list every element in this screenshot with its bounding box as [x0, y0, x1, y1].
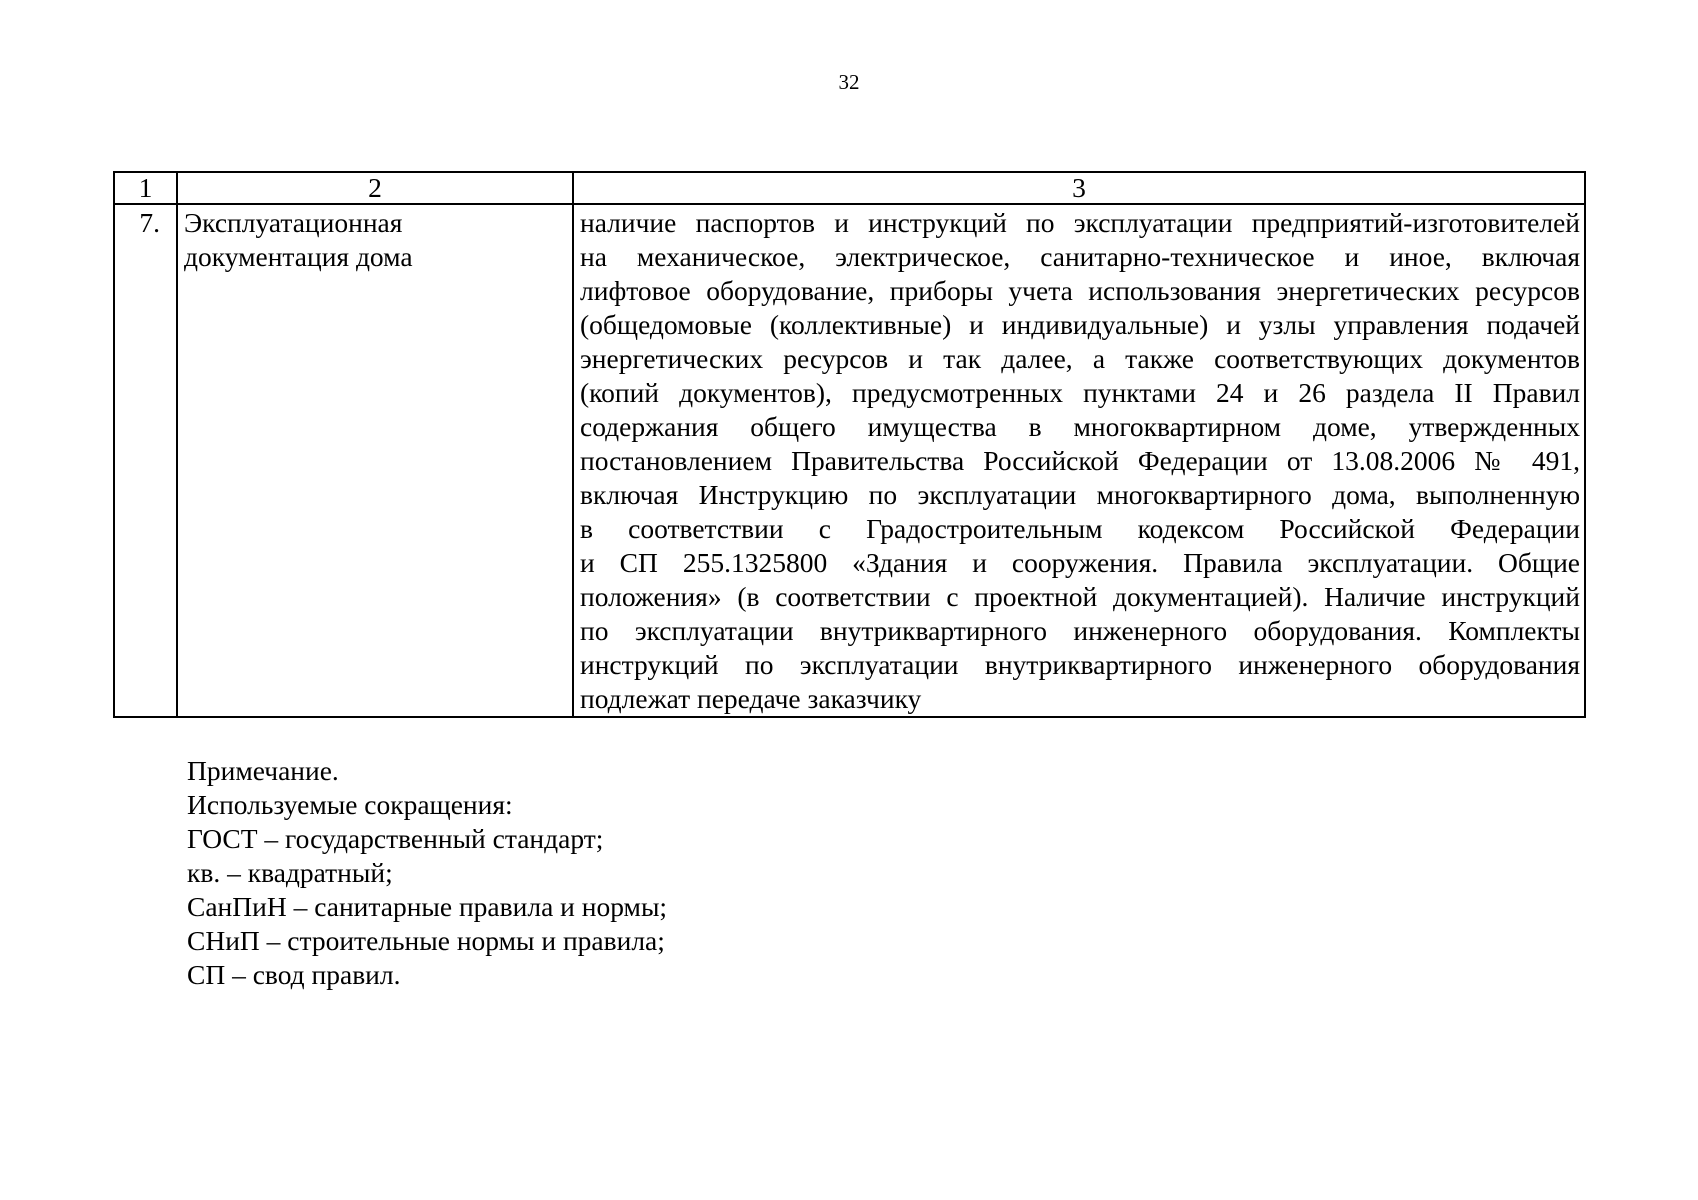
header-cell-2: 2	[177, 172, 573, 204]
description-line: (копий документов), предусмотренных пунктами 24 и 26 раздела II Правил	[580, 377, 1580, 408]
description-line: содержания общего имущества в многоквартирном доме, утвержденных	[580, 411, 1580, 442]
row-number: 7.	[114, 204, 177, 717]
abbreviation-item: кв. – квадратный;	[187, 857, 393, 888]
row-name-line: документация дома	[184, 241, 413, 272]
page-number: 32	[838, 70, 860, 94]
table-header-row	[114, 172, 1585, 204]
description-line: по эксплуатации внутриквартирного инженерного оборудования. Комплекты	[580, 615, 1580, 646]
abbreviation-item: СП – свод правил.	[187, 959, 401, 990]
description-line: наличие паспортов и инструкций по эксплуатации предприятий-изготовителей	[580, 207, 1580, 238]
header-cell-3: 3	[573, 172, 1585, 204]
abbreviation-item: СНиП – строительные нормы и правила;	[187, 925, 665, 956]
row-name-line: Эксплуатационная	[184, 207, 403, 238]
description-line: и СП 255.1325800 «Здания и сооружения. Правила эксплуатации. Общие	[580, 547, 1580, 578]
description-line: инструкций по эксплуатации внутриквартирного инженерного оборудования	[580, 649, 1580, 680]
table-row	[114, 204, 1585, 717]
header-cell-1: 1	[114, 172, 177, 204]
description-line: в соответствии с Градостроительным кодексом Российской Федерации	[580, 513, 1580, 544]
notes-section	[187, 754, 667, 992]
description-line: на механическое, электрическое, санитарно-техническое и иное, включая	[580, 241, 1580, 272]
description-line: лифтовое оборудование, приборы учета использования энергетических ресурсов	[580, 275, 1580, 306]
abbreviation-item: ГОСТ – государственный стандарт;	[187, 823, 604, 854]
description-line: подлежат передаче заказчику	[580, 683, 922, 714]
description-line: (общедомовые (коллективные) и индивидуальные) и узлы управления подачей	[580, 309, 1580, 340]
documentation-table	[113, 171, 1586, 718]
row-name	[177, 204, 573, 717]
notes-title: Примечание.	[187, 755, 339, 786]
description-line: постановлением Правительства Российской Федерации от 13.08.2006 № 491,	[580, 445, 1580, 476]
row-description	[573, 204, 1585, 717]
description-line: положения» (в соответствии с проектной документацией). Наличие инструкций	[580, 581, 1580, 612]
abbreviation-item: СанПиН – санитарные правила и нормы;	[187, 891, 668, 922]
description-line: энергетических ресурсов и так далее, а также соответствующих документов	[580, 343, 1580, 374]
description-line: включая Инструкцию по эксплуатации многоквартирного дома, выполненную	[580, 479, 1580, 510]
notes-subtitle: Используемые сокращения:	[187, 789, 513, 820]
